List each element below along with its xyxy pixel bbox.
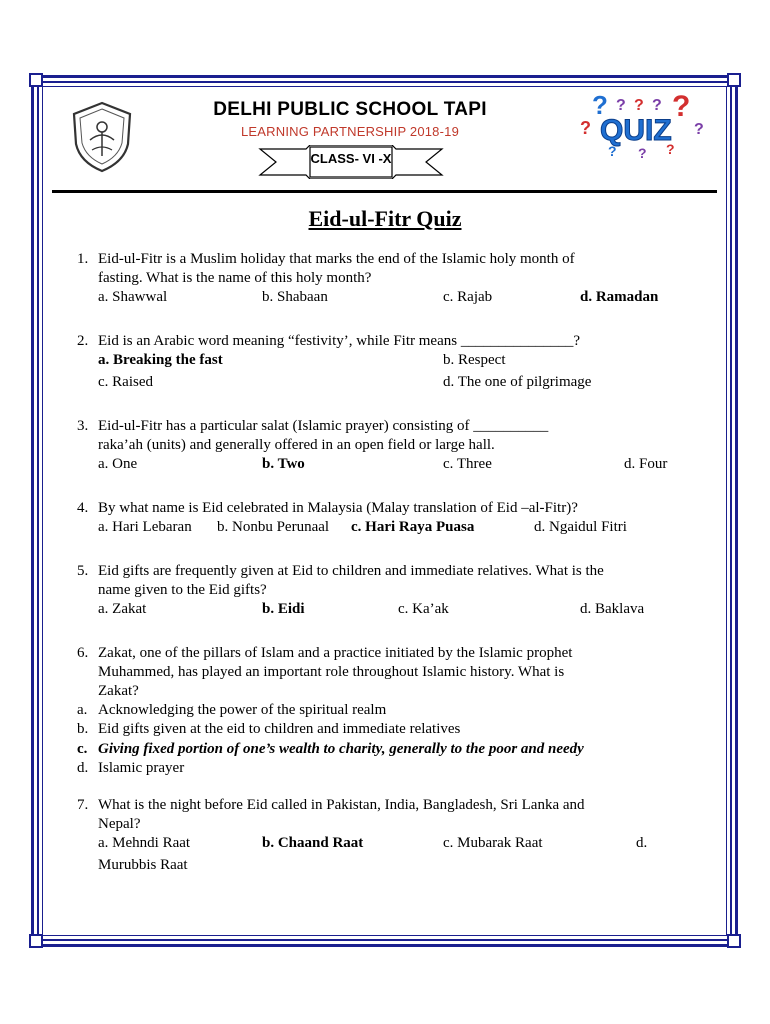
svg-text:?: ? [616, 97, 626, 114]
option-a: a. One [98, 456, 138, 472]
question-text-line: Eid gifts are frequently given at Eid to children and immediate relatives. What is the [98, 563, 604, 579]
question-text-line: Zakat, one of the pillars of Islam and a practice initiated by the Islamic prophet [98, 645, 573, 661]
svg-text:?: ? [638, 145, 647, 160]
question-text-line: By what name is Eid celebrated in Malaysia (Malay translation of Eid –al-Fitr)? [98, 500, 578, 516]
option-d-answer: d. Ramadan [580, 289, 659, 305]
option-d-letter: d. [636, 835, 648, 851]
svg-text:?: ? [672, 90, 691, 123]
question-number: 2. [77, 333, 89, 349]
option-d: d. The one of pilgrimage [443, 374, 592, 390]
question-number: 1. [77, 251, 89, 267]
question-number: 6. [77, 645, 89, 661]
option-b-answer: b. Eidi [262, 601, 305, 617]
svg-text:?: ? [666, 141, 675, 157]
question-number: 3. [77, 418, 89, 434]
option-a: a. Shawwal [98, 289, 168, 305]
option-c: c. Mubarak Raat [443, 835, 543, 851]
question-number: 7. [77, 797, 89, 813]
option-b: Eid gifts given at the eid to children and immediate relatives [98, 721, 461, 737]
school-crest-icon [70, 100, 134, 174]
option-letter: b. [77, 721, 89, 737]
school-name: DELHI PUBLIC SCHOOL TAPI [213, 99, 487, 120]
option-b-answer: b. Two [262, 456, 305, 472]
option-b: b. Shabaan [262, 289, 328, 305]
border-corner-top-right [727, 73, 741, 87]
quiz-logo-icon [578, 90, 706, 160]
quiz-logo-word: QUIZ [600, 114, 672, 147]
option-d: Islamic prayer [98, 760, 185, 776]
question-number: 5. [77, 563, 89, 579]
option-c-answer: Giving fixed portion of one’s wealth to charity, generally to the poor and needy [98, 741, 584, 757]
border-corner-top-left [29, 73, 43, 87]
question-text-line: Eid is an Arabic word meaning “festivity’, while Fitr means _______________? [98, 333, 580, 349]
option-b: b. Respect [443, 352, 506, 368]
option-letter: d. [77, 760, 89, 776]
option-a: a. Hari Lebaran [98, 519, 192, 535]
option-d: Murubbis Raat [98, 857, 188, 873]
option-letter: c. [77, 741, 88, 757]
option-c: c. Ka’ak [398, 601, 449, 617]
question-text-line: raka’ah (units) and generally offered in an open field or large hall. [98, 437, 495, 453]
option-d: d. Ngaidul Fitri [534, 519, 627, 535]
quiz-title: Eid-ul-Fitr Quiz [308, 206, 462, 231]
header-divider [52, 190, 717, 193]
question-number: 4. [77, 500, 89, 516]
border-corner-bottom-left [29, 934, 43, 948]
question-text-line: Muhammed, has played an important role throughout Islamic history. What is [98, 664, 565, 680]
option-c: c. Raised [98, 374, 153, 390]
question-text-line: Zakat? [98, 683, 139, 699]
question-text-line: Eid-ul-Fitr has a particular salat (Islamic prayer) consisting of __________ [98, 418, 549, 434]
partnership-subtitle: LEARNING PARTNERSHIP 2018-19 [240, 124, 460, 139]
question-text-line: What is the night before Eid called in Pakistan, India, Bangladesh, Sri Lanka and [98, 797, 585, 813]
option-b-answer: b. Chaand Raat [262, 835, 364, 851]
option-d: d. Baklava [580, 601, 645, 617]
option-c: c. Three [443, 456, 492, 472]
svg-text:?: ? [652, 97, 662, 114]
svg-text:?: ? [580, 118, 591, 138]
option-c-answer: c. Hari Raya Puasa [351, 519, 475, 535]
svg-text:?: ? [634, 97, 644, 114]
svg-text:?: ? [694, 121, 704, 138]
option-c: c. Rajab [443, 289, 493, 305]
question-text-line: Eid-ul-Fitr is a Muslim holiday that marks the end of the Islamic holy month of [98, 251, 575, 267]
option-a: a. Mehndi Raat [98, 835, 191, 851]
option-a: Acknowledging the power of the spiritual realm [98, 702, 387, 718]
option-a: a. Zakat [98, 601, 147, 617]
border-corner-bottom-right [727, 934, 741, 948]
svg-text:?: ? [608, 143, 617, 159]
option-d: d. Four [624, 456, 668, 472]
option-a-answer: a. Breaking the fast [98, 352, 223, 368]
svg-text:?: ? [592, 90, 608, 120]
option-b: b. Nonbu Perunaal [217, 519, 330, 535]
class-label: CLASS- VI -X [310, 151, 392, 166]
question-text-line: fasting. What is the name of this holy month? [98, 270, 372, 286]
question-text-line: name given to the Eid gifts? [98, 582, 267, 598]
question-text-line: Nepal? [98, 816, 141, 832]
option-letter: a. [77, 702, 88, 718]
